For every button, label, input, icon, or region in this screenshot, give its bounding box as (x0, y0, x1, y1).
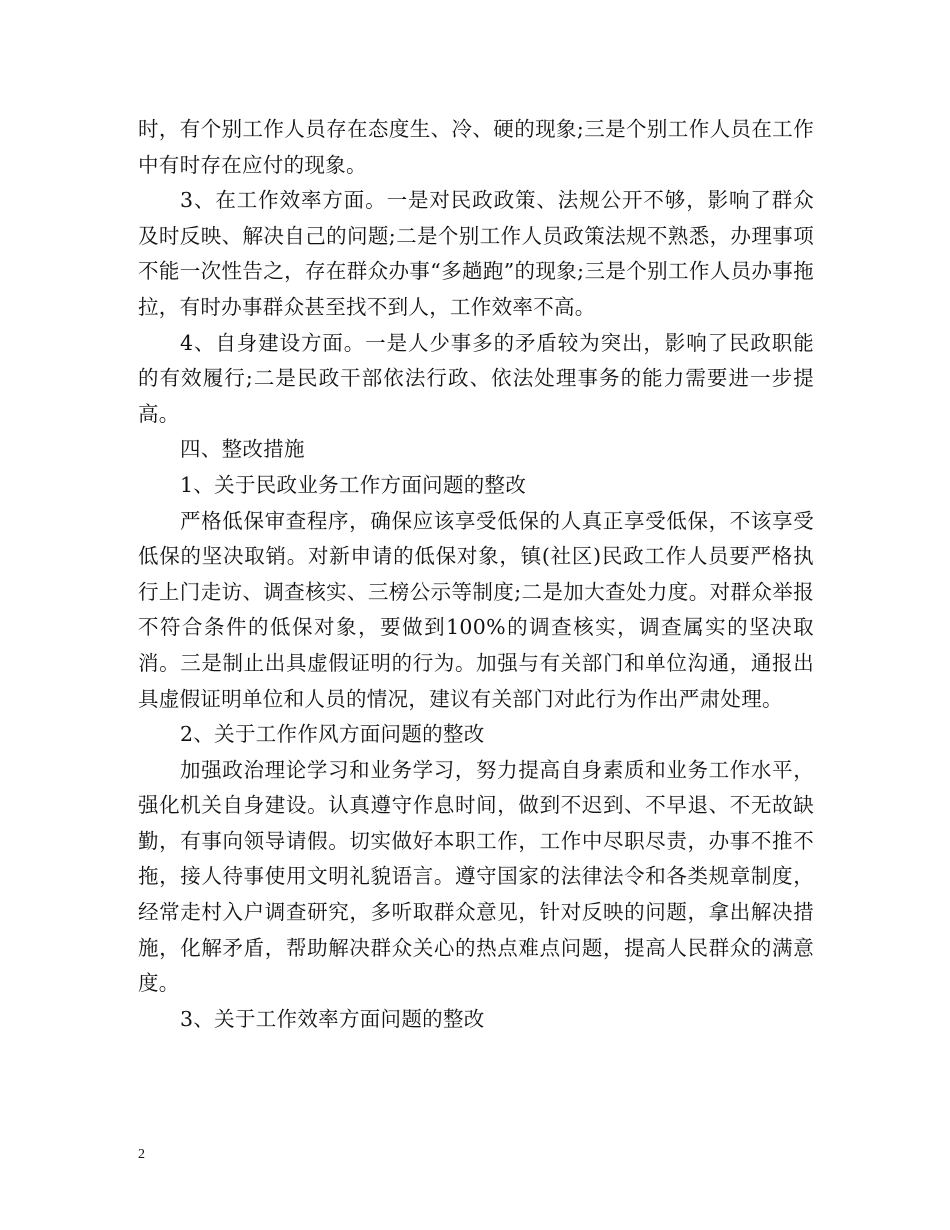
document-body (138, 112, 814, 1037)
subheading-civil-affairs: 1、关于民政业务工作方面问题的整改 (180, 472, 527, 497)
paragraph-continuation: 时，有个别工作人员存在态度生、冷、硬的现象;三是个别工作人员在工作中有时存在应付的现象。 (138, 117, 814, 177)
section-heading-rectification: 四、整改措施 (180, 437, 305, 462)
paragraph-self-building: 4、自身建设方面。一是人少事多的矛盾较为突出，影响了民政职能的有效履行;二是民政干部依法行政、依法处理事务的能力需要进一步提高。 (138, 330, 814, 426)
paragraph-work-style: 加强政治理论学习和业务学习，努力提高自身素质和业务工作水平，强化机关自身建设。认真遵守作息时间，做到不迟到、不早退、不无故缺勤，有事向领导请假。切实做好本职工作，工作中尽职尽责，办事不推不拖，接人待事使用文明礼貌语言。遵守国家的法律法令和各类规章制度，经常走村入户调查研究，多听取群众意见，针对反映的问题，拿出解决措施，化解矛盾，帮助解决群众关心的热点难点问题，提高人民群众的满意度。 (138, 757, 814, 996)
page-number: 2 (138, 1147, 145, 1162)
subheading-work-style: 2、关于工作作风方面问题的整改 (180, 722, 485, 747)
paragraph-work-efficiency: 3、在工作效率方面。一是对民政政策、法规公开不够，影响了群众及时反映、解决自己的问题;二是个别工作人员政策法规不熟悉，办理事项不能一次性告之，存在群众办事“多趟跑”的现象;三是个别工作人员办事拖拉，有时办事群众甚至找不到人，工作效率不高。 (138, 188, 814, 319)
subheading-work-efficiency: 3、关于工作效率方面问题的整改 (180, 1006, 485, 1031)
paragraph-low-income-review: 严格低保审查程序，确保应该享受低保的人真正享受低保，不该享受低保的坚决取销。对新申请的低保对象，镇(社区)民政工作人员要严格执行上门走访、调查核实、三榜公示等制度;二是加大查处力度。对群众举报不符合条件的低保对象，要做到100%的调查核实，调查属实的坚决取消。三是制止出具虚假证明的行为。加强与有关部门和单位沟通，通报出具虚假证明单位和人员的情况，建议有关部门对此行为作出严肃处理。 (138, 508, 814, 711)
